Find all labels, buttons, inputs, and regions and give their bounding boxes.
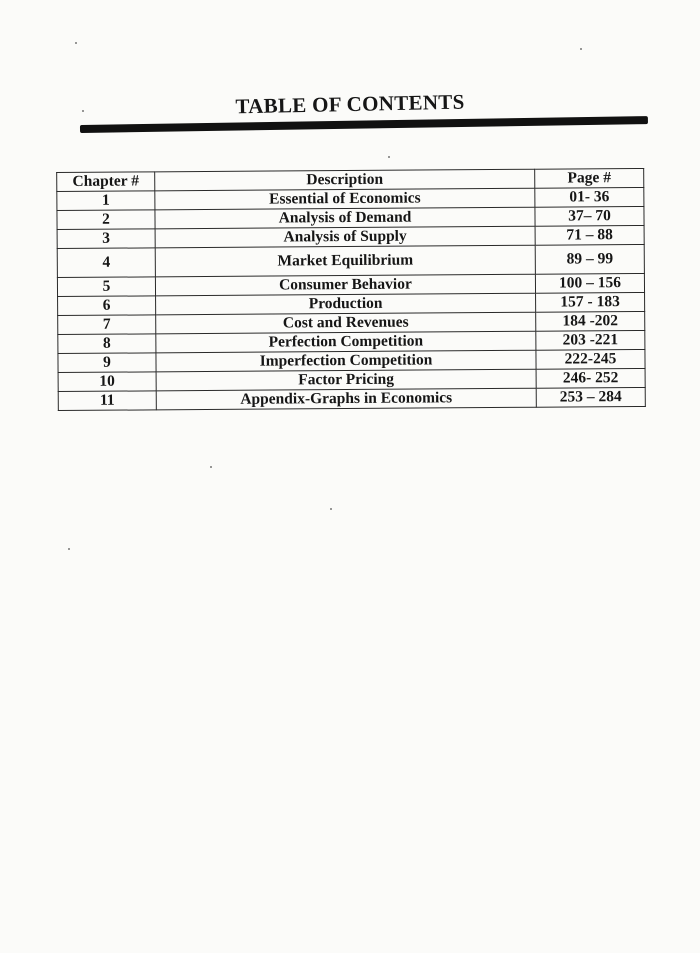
page-range: 71 – 88 (535, 225, 644, 245)
page-range: 37– 70 (535, 206, 644, 226)
scan-speck (75, 42, 77, 44)
chapter-number: 4 (57, 248, 155, 278)
chapter-number: 6 (58, 296, 156, 316)
header-chapter: Chapter # (57, 172, 155, 192)
header-page: Page # (535, 168, 644, 188)
scan-speck (68, 548, 70, 550)
scan-speck (210, 466, 212, 468)
scan-speck (82, 110, 84, 112)
scan-speck (388, 156, 390, 158)
page-range: 246- 252 (536, 368, 645, 388)
page-range: 01- 36 (535, 187, 644, 207)
chapter-number: 5 (57, 277, 155, 297)
table-row (58, 387, 645, 410)
chapter-description: Appendix-Graphs in Economics (156, 388, 536, 410)
header-description: Description (155, 169, 535, 191)
chapter-description: Production (156, 293, 536, 315)
page-title: TABLE OF CONTENTS (235, 89, 465, 119)
chapter-description: Factor Pricing (156, 369, 536, 391)
chapter-description: Market Equilibrium (155, 245, 535, 277)
chapter-number: 10 (58, 372, 156, 392)
scan-speck (330, 508, 332, 510)
chapter-number: 11 (58, 391, 156, 411)
chapter-description: Imperfection Competition (156, 350, 536, 372)
chapter-number: 7 (58, 315, 156, 335)
table-of-contents (56, 168, 646, 411)
chapter-description: Essential of Economics (155, 188, 535, 210)
page-range: 89 – 99 (535, 244, 644, 274)
page-range: 184 -202 (536, 311, 645, 331)
chapter-description: Analysis of Supply (155, 226, 535, 248)
page-range: 203 -221 (536, 330, 645, 350)
chapter-number: 9 (58, 353, 156, 373)
chapter-description: Cost and Revenues (156, 312, 536, 334)
chapter-description: Consumer Behavior (155, 274, 535, 296)
page-range: 100 – 156 (535, 273, 644, 293)
chapter-number: 3 (57, 229, 155, 249)
chapter-description: Perfection Competition (156, 331, 536, 353)
table-row (57, 244, 644, 277)
page-range: 222-245 (536, 349, 645, 369)
chapter-description: Analysis of Demand (155, 207, 535, 229)
page-range: 157 - 183 (536, 292, 645, 312)
chapter-number: 8 (58, 334, 156, 354)
scan-speck (580, 48, 582, 50)
page-range: 253 – 284 (536, 387, 645, 407)
chapter-number: 2 (57, 210, 155, 230)
chapter-number: 1 (57, 191, 155, 211)
